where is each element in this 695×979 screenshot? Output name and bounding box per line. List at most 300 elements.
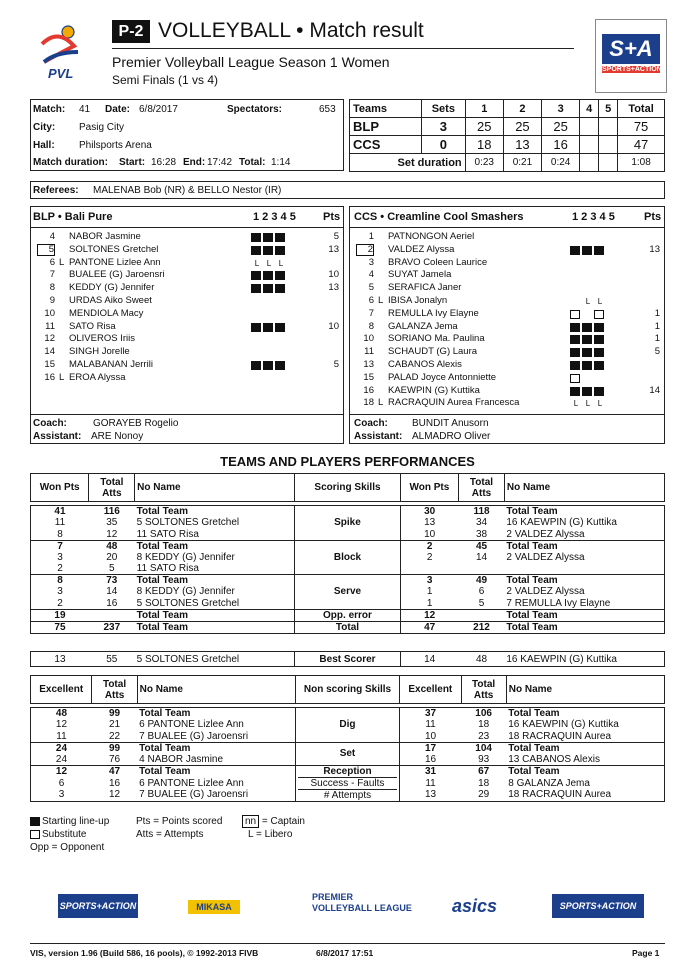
stat-value: 5 xyxy=(459,598,505,610)
skill-name xyxy=(295,708,399,743)
name-header: No Name xyxy=(504,474,664,502)
player-or-team: Total Team xyxy=(137,765,295,777)
legend-captain: = Captain xyxy=(261,816,305,827)
libero-marker: L xyxy=(59,371,65,383)
player-or-team: Total Team xyxy=(506,765,664,777)
player-or-team: Total Team xyxy=(504,506,664,518)
player-or-team: 18 RACRAQUIN Aurea xyxy=(506,731,664,743)
stat-value: 14 xyxy=(400,652,458,667)
player-number: 13 xyxy=(363,358,374,370)
player-number: 16 xyxy=(44,371,55,383)
duration-label: Match duration: xyxy=(33,157,108,168)
stat-value: 116 xyxy=(89,506,135,518)
score-header-row xyxy=(350,100,665,118)
substitute-icon xyxy=(570,374,580,383)
set-score: 25 xyxy=(542,118,580,136)
stat-value: 104 xyxy=(461,742,506,754)
stat-row xyxy=(31,609,665,621)
stat-value: 49 xyxy=(459,575,505,587)
starting-lineup-icon xyxy=(251,323,261,332)
player-number: 10 xyxy=(44,307,55,319)
player-name: BRAVO Coleen Laurice xyxy=(388,256,488,268)
spectators-label: Spectators: xyxy=(227,104,283,115)
player-name: SOLTONES Gretchel xyxy=(69,243,159,255)
stat-value: 12 xyxy=(89,529,135,541)
stat-value: 13 xyxy=(31,652,89,667)
set-participation xyxy=(251,322,287,333)
player-number: 7 xyxy=(49,269,55,281)
stat-value: 2 xyxy=(31,563,89,575)
libero-marker: L xyxy=(378,294,384,306)
sponsor-strip xyxy=(30,880,665,935)
player-points: 13 xyxy=(649,243,660,255)
player-name: NABOR Jasmine xyxy=(69,231,141,242)
stat-row xyxy=(31,540,665,552)
player-name: PANTONE Lizlee Ann xyxy=(69,256,161,268)
set-duration: 0:21 xyxy=(503,154,541,172)
hall-value: Philsports Arena xyxy=(79,140,152,151)
legend-atts: Atts = Attempts xyxy=(136,829,204,840)
starting-lineup-icon xyxy=(570,335,580,344)
stat-value: 8 xyxy=(31,575,89,587)
stat-value: 30 xyxy=(400,506,458,518)
player-number: 16 xyxy=(363,384,374,396)
name-header: No Name xyxy=(135,474,295,502)
player-number: 2 xyxy=(356,244,374,256)
skill-name xyxy=(295,540,400,575)
player-or-team xyxy=(504,563,664,575)
stat-value: 47 xyxy=(400,621,458,633)
libero-set-mark: L xyxy=(597,296,603,306)
starting-lineup-icon xyxy=(263,246,273,255)
atts-header: Total Atts xyxy=(92,676,137,704)
player-number: 12 xyxy=(44,333,55,345)
name-header: No Name xyxy=(506,676,664,704)
stat-value: 5 xyxy=(89,563,135,575)
stat-value: 7 xyxy=(31,540,89,552)
starting-lineup-icon xyxy=(275,233,285,242)
starting-lineup-icon xyxy=(263,361,273,370)
player-name: PATNONGON Aeriel xyxy=(388,231,475,242)
player-name: OLIVEROS Iriis xyxy=(69,333,135,345)
player-points: 1 xyxy=(654,333,660,345)
stat-value xyxy=(89,609,135,621)
stat-value: 11 xyxy=(31,731,92,743)
player-or-team: Total Team xyxy=(137,708,295,720)
set-participation xyxy=(251,283,287,294)
player-row xyxy=(31,295,343,308)
sponsor-sa-logo: SPORTS+ACTION xyxy=(58,894,138,918)
sponsor-mikasa-logo: MIKASA xyxy=(188,900,240,914)
best-scorer-name: 5 SOLTONES Gretchel xyxy=(135,652,295,667)
referees-box xyxy=(30,181,665,199)
player-row xyxy=(350,282,664,295)
stat-value: 3 xyxy=(31,789,92,801)
sets-won: 3 xyxy=(422,118,466,136)
won-header: Won Pts xyxy=(31,474,89,502)
stat-value: 212 xyxy=(459,621,505,633)
player-row xyxy=(31,244,343,257)
stat-value: 12 xyxy=(31,765,92,777)
player-row xyxy=(350,397,664,410)
player-or-team: Total Team xyxy=(506,742,664,754)
stat-value: 55 xyxy=(89,652,135,667)
player-row xyxy=(31,308,343,321)
player-or-team: Total Team xyxy=(504,575,664,587)
player-name: RACRAQUIN Aurea Francesca xyxy=(388,397,520,409)
total-value: 1:14 xyxy=(271,157,291,168)
player-or-team: 6 PANTONE Lizlee Ann xyxy=(137,719,295,731)
pvl-logo xyxy=(34,22,92,86)
footer-version: VIS, version 1.96 (Build 586, 16 pools), © 1992-2013 FIVB xyxy=(30,948,259,958)
atts-header: Total Atts xyxy=(89,474,135,502)
skill-header: Non scoring Skills xyxy=(295,676,399,704)
player-row xyxy=(350,321,664,334)
set-score xyxy=(599,136,618,154)
player-name: SCHAUDT (G) Laura xyxy=(388,346,478,358)
player-number: 14 xyxy=(44,346,55,358)
team-a-title: BLP • Bali Pure xyxy=(33,211,113,223)
set-duration-label: Set duration xyxy=(350,154,466,172)
stat-value: 35 xyxy=(106,517,118,529)
player-row xyxy=(350,372,664,385)
player-or-team: 4 NABOR Jasmine xyxy=(137,754,295,766)
starting-lineup-icon xyxy=(251,246,261,255)
player-number: 6 xyxy=(368,294,374,306)
stat-value xyxy=(459,563,505,575)
starting-lineup-icon xyxy=(251,271,261,280)
player-points: 5 xyxy=(333,358,339,370)
team-b-set-cols: 1 2 3 4 5 xyxy=(572,211,615,223)
stat-value: 11 xyxy=(31,517,89,529)
player-points: 13 xyxy=(328,282,339,294)
stat-value: 6 xyxy=(478,586,485,598)
player-row xyxy=(31,346,343,359)
skill-label: Dig xyxy=(339,719,356,731)
player-number: 15 xyxy=(44,358,55,370)
scoring-header-row xyxy=(31,474,665,502)
referees-value: MALENAB Bob (NR) & BELLO Nestor (IR) xyxy=(93,185,282,196)
date-label: Date: xyxy=(105,104,131,115)
set-score: 16 xyxy=(542,136,580,154)
player-number: 15 xyxy=(363,371,374,383)
player-or-team: 7 REMULLA Ivy Elayne xyxy=(504,598,664,610)
player-number: 8 xyxy=(49,282,55,294)
stat-value: 13 xyxy=(400,517,458,529)
set-participation xyxy=(251,232,287,243)
sets-header: Sets xyxy=(422,100,466,118)
player-row xyxy=(31,269,343,282)
set-duration xyxy=(580,154,599,172)
score-table xyxy=(349,99,665,172)
team-b-coach: BUNDIT Anusorn xyxy=(412,418,489,429)
phase-name: Semi Finals (1 vs 4) xyxy=(112,73,219,87)
player-number: 11 xyxy=(364,346,374,358)
legend xyxy=(30,815,430,855)
set-col-header: 4 xyxy=(580,100,599,118)
substitute-icon xyxy=(570,310,580,319)
starting-lineup-icon xyxy=(582,335,592,344)
player-row xyxy=(350,295,664,308)
stat-value: 106 xyxy=(461,708,506,720)
start-label: Start: xyxy=(119,157,146,168)
stat-value: 93 xyxy=(461,754,506,766)
player-row xyxy=(31,257,343,270)
player-or-team: 2 VALDEZ Alyssa xyxy=(504,552,664,564)
player-or-team: 2 VALDEZ Alyssa xyxy=(504,586,664,598)
set-score xyxy=(580,136,599,154)
name-header: No Name xyxy=(137,676,295,704)
set-score: 25 xyxy=(503,118,541,136)
player-name: SINGH Jorelle xyxy=(69,346,130,358)
match-number: 41 xyxy=(79,104,91,115)
starting-lineup-icon xyxy=(263,284,273,293)
player-points: 10 xyxy=(328,269,339,281)
set-participation xyxy=(570,360,606,371)
team-b-roster xyxy=(349,206,665,444)
set-participation xyxy=(570,296,606,307)
sets-won: 0 xyxy=(422,136,466,154)
teams-header: Teams xyxy=(350,100,422,118)
won-header: Won Pts xyxy=(400,474,458,502)
team-a-roster xyxy=(30,206,344,444)
stat-value: 13 xyxy=(400,789,461,801)
player-name: MENDIOLA Macy xyxy=(69,307,144,319)
hall-label: Hall: xyxy=(33,140,55,151)
libero-set-mark: L xyxy=(585,296,591,306)
player-row xyxy=(350,385,664,398)
player-or-team: 5 SOLTONES Gretchel xyxy=(135,598,295,610)
set-participation xyxy=(570,373,582,384)
set-participation xyxy=(570,347,606,358)
stat-value: 99 xyxy=(92,742,137,754)
player-name: GALANZA Jema xyxy=(388,320,458,332)
nonscoring-skills-table xyxy=(30,675,665,802)
team-a-pts-label: Pts xyxy=(323,211,341,223)
substitute-icon xyxy=(594,310,604,319)
stat-value: 75 xyxy=(31,621,89,633)
player-name: SATO Risa xyxy=(69,320,116,332)
stat-value: 11 xyxy=(400,719,461,731)
player-or-team: 8 GALANZA Jema xyxy=(506,777,664,789)
stat-value: 2 xyxy=(31,598,89,610)
stat-value: 45 xyxy=(459,540,505,552)
libero-set-mark: L xyxy=(585,399,591,409)
skill-label: Serve xyxy=(333,586,362,598)
start-value: 16:28 xyxy=(151,157,177,168)
stat-value: 76 xyxy=(92,754,137,766)
captain-box-icon: nn xyxy=(242,815,259,828)
set-participation xyxy=(570,245,606,256)
stat-value: 2 xyxy=(400,540,458,552)
player-or-team: Total Team xyxy=(135,540,295,552)
set-col-header: 1 xyxy=(465,100,503,118)
skill-sub-label: Success - Faults xyxy=(298,777,397,789)
skill-name: Best Scorer xyxy=(295,652,400,667)
score-row xyxy=(350,136,665,154)
sponsor-logo-top-text: SPORTS+ACTION xyxy=(602,66,662,73)
player-row xyxy=(31,282,343,295)
set-col-header: 2 xyxy=(503,100,541,118)
stat-value: 19 xyxy=(31,609,89,621)
stat-value: 18 xyxy=(478,719,490,731)
player-name: BUALEE (G) Jaroensri xyxy=(69,269,165,281)
team-b-pts-label: Pts xyxy=(644,211,662,223)
stat-value: 10 xyxy=(400,529,458,541)
team-a-set-cols: 1 2 3 4 5 xyxy=(253,211,296,223)
player-or-team: 2 VALDEZ Alyssa xyxy=(504,529,664,541)
player-number: 1 xyxy=(368,231,374,242)
stat-value: 48 xyxy=(89,540,135,552)
stat-value: 3 xyxy=(400,575,458,587)
sponsor-asics-logo: asics xyxy=(452,896,498,916)
player-points: 1 xyxy=(654,320,660,332)
player-row xyxy=(350,359,664,372)
player-name: IBISA Jonalyn xyxy=(388,294,448,306)
stat-value xyxy=(459,609,505,621)
starting-lineup-icon xyxy=(275,361,285,370)
skill-name xyxy=(295,609,400,621)
player-number: 5 xyxy=(37,244,55,256)
player-row xyxy=(31,333,343,346)
player-name: KAEWPIN (G) Kuttika xyxy=(388,384,480,396)
team-total: 47 xyxy=(618,136,665,154)
match-date: 6/8/2017 xyxy=(139,104,178,115)
set-score: 18 xyxy=(465,136,503,154)
set-participation xyxy=(570,334,606,345)
team-a-coach-label: Coach: xyxy=(33,418,67,429)
player-number: 4 xyxy=(368,269,374,281)
end-value: 17:42 xyxy=(207,157,233,168)
player-name: URDAS Aiko Sweet xyxy=(69,294,152,306)
total-header: Total xyxy=(618,100,665,118)
stat-value: 14 xyxy=(475,551,488,563)
set-participation xyxy=(570,386,606,397)
player-or-team: 18 RACRAQUIN Aurea xyxy=(506,789,664,801)
stat-value: 47 xyxy=(92,765,137,777)
end-label: End: xyxy=(183,157,206,168)
won-header: Excellent xyxy=(31,676,92,704)
atts-header: Total Atts xyxy=(461,676,506,704)
stat-value: 8 xyxy=(31,529,89,541)
pvl-logo-text: PVL xyxy=(48,66,74,81)
city-label: City: xyxy=(33,122,56,133)
set-participation xyxy=(251,270,287,281)
set-score: 25 xyxy=(465,118,503,136)
player-number: 5 xyxy=(368,282,374,294)
starting-lineup-icon xyxy=(570,361,580,370)
page-title: VOLLEYBALL • Match result xyxy=(158,19,424,42)
player-number: 3 xyxy=(368,256,374,268)
stat-value: 24 xyxy=(31,754,92,766)
stat-value: 48 xyxy=(459,652,505,667)
stat-value: 237 xyxy=(89,621,135,633)
player-number: 7 xyxy=(368,307,374,319)
stat-row xyxy=(31,621,665,633)
starting-lineup-icon xyxy=(594,387,604,396)
stat-value: 17 xyxy=(400,742,461,754)
skill-label: Spike xyxy=(334,517,361,529)
team-a-assistant-label: Assistant: xyxy=(33,431,82,442)
player-or-team: Total Team xyxy=(135,609,295,621)
stat-value: 2 xyxy=(400,552,458,564)
player-or-team: 11 SATO Risa xyxy=(135,563,295,575)
player-name: CABANOS Alexis xyxy=(388,358,462,370)
libero-marker: L xyxy=(378,397,384,409)
libero-set-mark: L xyxy=(597,399,603,409)
team-code: BLP xyxy=(350,118,422,136)
starting-lineup-icon xyxy=(582,348,592,357)
set-duration: 0:24 xyxy=(542,154,580,172)
player-row xyxy=(31,231,343,244)
set-score: 13 xyxy=(503,136,541,154)
starting-lineup-icon xyxy=(275,323,285,332)
starting-lineup-icon xyxy=(275,284,285,293)
stat-value: 118 xyxy=(459,506,505,518)
stat-value: 67 xyxy=(461,765,506,777)
team-b-player-list xyxy=(350,231,664,410)
team-a-assistant: ARE Nonoy xyxy=(91,431,144,442)
player-name: MALABANAN Jerrili xyxy=(69,358,153,370)
skill-name xyxy=(295,575,400,610)
player-name: SUYAT Jamela xyxy=(388,269,452,281)
sponsor-logo-top: S+A SPORTS+ACTION xyxy=(595,19,667,93)
skill-label: Block xyxy=(333,551,362,563)
starting-lineup-icon xyxy=(582,246,592,255)
set-col-header: 3 xyxy=(542,100,580,118)
starting-lineup-icon xyxy=(582,323,592,332)
player-or-team: 16 KAEWPIN (G) Kuttika xyxy=(504,517,664,529)
stat-value: 24 xyxy=(31,742,92,754)
player-number: 11 xyxy=(45,320,55,332)
best-scorer-table xyxy=(30,651,665,667)
stat-value: 12 xyxy=(400,609,458,621)
starting-lineup-icon xyxy=(570,246,580,255)
page-badge: P-2 xyxy=(112,20,150,43)
skill-name xyxy=(295,742,399,765)
skill-sub-label: # Attempts xyxy=(298,789,397,801)
starting-lineup-icon xyxy=(251,361,261,370)
starting-lineup-icon xyxy=(582,387,592,396)
starting-lineup-icon xyxy=(570,348,580,357)
player-points: 10 xyxy=(328,320,339,332)
player-or-team: Total Team xyxy=(506,708,664,720)
best-scorer-name: 16 KAEWPIN (G) Kuttika xyxy=(504,652,664,667)
player-points: 1 xyxy=(654,307,660,319)
stat-value: 3 xyxy=(31,552,89,564)
match-info-box xyxy=(30,99,344,171)
player-points: 13 xyxy=(328,243,339,255)
player-or-team: Total Team xyxy=(504,621,664,633)
player-row xyxy=(31,372,343,385)
player-or-team: 16 KAEWPIN (G) Kuttika xyxy=(506,719,664,731)
starting-lineup-icon xyxy=(594,323,604,332)
player-number: 18 xyxy=(363,397,374,409)
player-or-team: 13 CABANOS Alexis xyxy=(506,754,664,766)
team-b-coach-label: Coach: xyxy=(354,418,388,429)
sponsor-sa-hd-logo: SPORTS+ACTION HD xyxy=(552,894,644,918)
substitute-icon xyxy=(30,830,40,839)
set-participation xyxy=(251,245,287,256)
stat-value: 31 xyxy=(400,765,461,777)
team-b-title: CCS • Creamline Cool Smashers xyxy=(354,211,524,223)
stat-value: 14 xyxy=(106,586,118,598)
skill-name xyxy=(295,621,400,633)
player-name: SORIANO Ma. Paulina xyxy=(388,333,485,345)
player-row xyxy=(350,244,664,257)
player-or-team: Total Team xyxy=(135,621,295,633)
player-or-team: 7 BUALEE (G) Jaroensri xyxy=(137,789,295,801)
